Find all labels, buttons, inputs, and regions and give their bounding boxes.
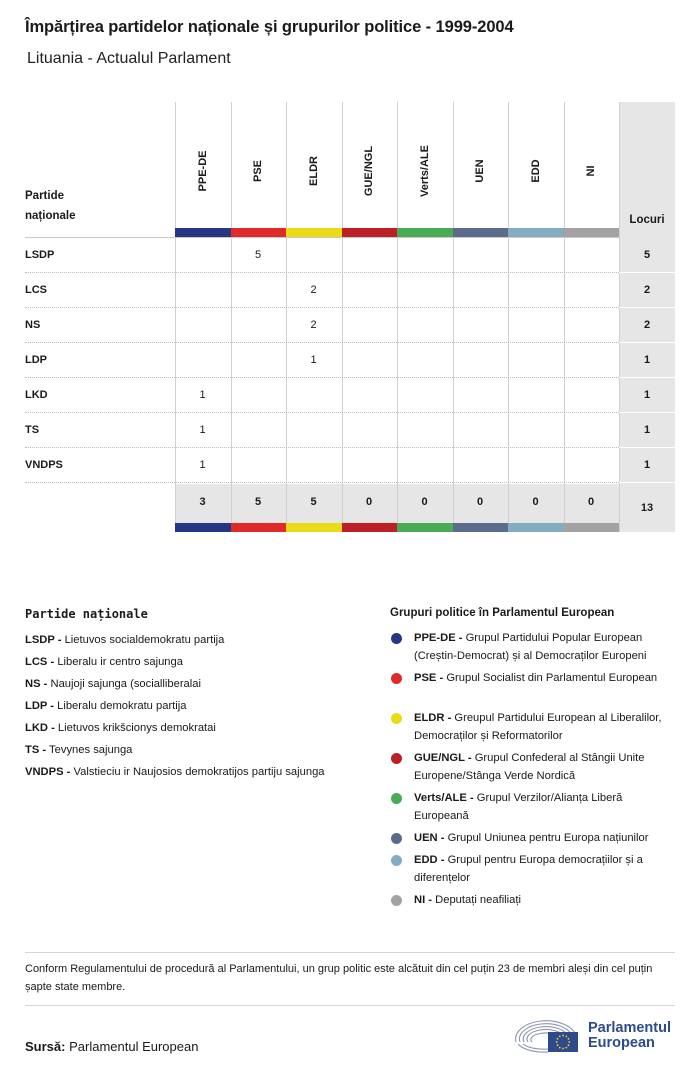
- cell-value: 1: [310, 354, 317, 366]
- row-total-ldp: 1: [643, 354, 651, 366]
- group-abbreviation: NI -: [414, 894, 433, 906]
- row-total-vndps: 1: [643, 459, 651, 471]
- group-full-name: Grupul pentru Europa democrațiilor și a diferențelor: [414, 854, 643, 884]
- column-header-edd: [508, 120, 563, 222]
- column-header-text: ELDR: [307, 156, 320, 186]
- party-abbreviation: LDP -: [25, 700, 55, 712]
- cell-value: 1: [199, 459, 206, 471]
- row-divider: [25, 342, 619, 343]
- row-label-ts: TS: [25, 424, 40, 436]
- group-color-dot: [391, 753, 402, 764]
- cell-value: 2: [310, 284, 317, 296]
- row-label-lcs: LCS: [25, 284, 47, 296]
- logo-line-1: Parlamentul: [588, 1020, 671, 1036]
- national-party-legend-item: [25, 629, 370, 651]
- national-parties-header: [25, 186, 75, 226]
- seat-distribution-table: [25, 102, 675, 534]
- color-bar-bottom-edd: [508, 523, 564, 532]
- source-value: Parlamentul European: [69, 1039, 199, 1054]
- column-total: 3: [199, 496, 206, 508]
- ep-hemicycle-eu-flag-icon: [514, 1014, 580, 1054]
- row-divider: [25, 307, 619, 308]
- column-total: 5: [310, 496, 317, 508]
- locuri-divider: [619, 377, 675, 378]
- row-total-ns: 2: [643, 319, 651, 331]
- color-bar-pse: [231, 228, 287, 237]
- political-group-legend-item: [390, 709, 680, 749]
- locuri-header: Locuri: [629, 214, 665, 226]
- column-header-text: EDD: [529, 159, 542, 183]
- group-color-dot: [391, 673, 402, 684]
- column-header-verts-ale: [397, 120, 452, 222]
- group-abbreviation: PSE -: [414, 672, 444, 684]
- party-abbreviation: LCS -: [25, 656, 55, 668]
- note-divider-top: [25, 952, 675, 953]
- group-full-name: Greupul Partidului European al Liberalilor, Democraților și Reformatorilor: [414, 712, 662, 742]
- column-header-text: UEN: [474, 159, 486, 183]
- footnote: Conform Regulamentului de procedură al Parlamentului, un grup politic este alcătuit din cel puțin 23 de membri aleși din cel puțin șapte state membre.: [25, 963, 653, 993]
- header-line-1: Partide: [25, 190, 64, 202]
- national-party-legend-item: [25, 651, 370, 673]
- header-divider: [25, 237, 619, 238]
- national-parties-legend: [25, 629, 370, 783]
- row-total-lsdp: 5: [643, 249, 651, 261]
- column-header-ni: [564, 120, 619, 222]
- row-total-lkd: 1: [643, 389, 651, 401]
- group-color-dot: [391, 633, 402, 644]
- party-abbreviation: VNDPS -: [25, 766, 71, 778]
- party-full-name: Liberalu ir centro sajunga: [54, 656, 183, 668]
- political-group-legend-item: [390, 789, 680, 829]
- column-total: 0: [587, 496, 595, 508]
- group-abbreviation: PPE-DE -: [414, 632, 463, 644]
- group-color-dot: [391, 855, 402, 866]
- color-bar-ni: [564, 228, 620, 237]
- note-divider-bottom: [25, 1005, 675, 1006]
- color-bar-bottom-pse: [231, 523, 287, 532]
- national-party-legend-item: [25, 695, 370, 717]
- column-total: 5: [254, 496, 262, 508]
- party-full-name: Lietuvos socialdemokratu partija: [61, 634, 225, 646]
- column-header-text: Verts/ALE: [418, 145, 431, 197]
- cell-value: 5: [254, 249, 262, 261]
- party-full-name: Valstieciu ir Naujosios demokratijos partiju sajunga: [70, 766, 325, 778]
- locuri-divider: [619, 482, 675, 483]
- page-title: Împărțirea partidelor naționale și grupurilor politice - 1999-2004: [25, 18, 514, 36]
- color-bar-bottom-eldr: [286, 523, 342, 532]
- party-full-name: Tevynes sajunga: [46, 744, 133, 756]
- column-total: 0: [532, 496, 539, 508]
- group-full-name: Grupul Socialist din Parlamentul European: [443, 672, 658, 684]
- group-abbreviation: Verts/ALE -: [414, 792, 474, 804]
- group-full-name: Grupul Uniunea pentru Europa națiunilor: [444, 832, 649, 844]
- color-bar-verts-ale: [397, 228, 453, 237]
- party-full-name: Naujoji sajunga (socialliberalai: [47, 678, 201, 690]
- column-header-ppe-de: [175, 120, 230, 222]
- locuri-divider: [619, 447, 675, 448]
- page-subtitle: Lituania - Actualul Parlament: [27, 50, 231, 67]
- column-total: 0: [365, 496, 373, 508]
- party-abbreviation: NS -: [25, 678, 48, 690]
- parliament-logo: [514, 1014, 679, 1058]
- column-header-text: PPE-DE: [196, 150, 209, 192]
- group-color-dot: [391, 895, 402, 906]
- political-groups-legend-title: Grupuri politice în Parlamentul European: [390, 607, 615, 619]
- political-group-legend-item: [390, 891, 680, 913]
- group-color-dot: [391, 793, 402, 804]
- source-line: [25, 1039, 198, 1054]
- party-abbreviation: LKD -: [25, 722, 55, 734]
- logo-line-2: European: [588, 1035, 655, 1051]
- color-bar-bottom-gue-ngl: [342, 523, 398, 532]
- column-header-text: NI: [585, 165, 597, 177]
- locuri-divider: [619, 342, 675, 343]
- color-bar-uen: [453, 228, 509, 237]
- party-full-name: Lietuvos krikšcionys demokratai: [54, 722, 216, 734]
- color-bar-eldr: [286, 228, 342, 237]
- national-parties-legend-title: Partide naționale: [25, 607, 148, 621]
- party-abbreviation: LSDP -: [25, 634, 62, 646]
- source-label: Sursă:: [25, 1039, 66, 1054]
- group-full-name: Grupul Partidului Popular European (Creștin-Democrat) și al Democraților Europeni: [414, 632, 647, 662]
- party-abbreviation: TS -: [25, 744, 47, 756]
- column-header-text: PSE: [252, 159, 264, 183]
- row-divider: [25, 412, 619, 413]
- color-bar-bottom-ppe-de: [175, 523, 231, 532]
- political-group-legend-item: [390, 851, 680, 891]
- cell-value: 2: [310, 319, 317, 331]
- national-party-legend-item: [25, 739, 370, 761]
- national-party-legend-item: [25, 717, 370, 739]
- row-divider: [25, 447, 619, 448]
- group-color-dot: [391, 833, 402, 844]
- group-full-name: Deputați neafiliați: [432, 894, 521, 906]
- color-bar-ppe-de: [175, 228, 231, 237]
- row-label-ldp: LDP: [25, 354, 47, 366]
- row-total-lcs: 2: [643, 284, 651, 296]
- color-bar-bottom-uen: [453, 523, 509, 532]
- locuri-divider: [619, 412, 675, 413]
- locuri-divider: [619, 307, 675, 308]
- locuri-divider: [619, 272, 675, 273]
- group-abbreviation: ELDR -: [414, 712, 452, 724]
- column-header-text: GUE/NGL: [363, 145, 375, 197]
- national-party-legend-item: [25, 761, 370, 783]
- group-full-name: Grupul Verzilor/Alianța Liberă Europeană: [414, 792, 623, 822]
- column-header-eldr: [286, 120, 341, 222]
- political-group-legend-item: [390, 669, 680, 709]
- group-full-name: Grupul Confederal al Stângii Unite Europene/Stânga Verde Nordică: [414, 752, 645, 782]
- column-header-uen: [453, 120, 508, 222]
- row-label-vndps: VNDPS: [25, 459, 63, 471]
- grand-total: 13: [640, 502, 654, 514]
- party-full-name: Liberalu demokratu partija: [54, 700, 187, 712]
- national-party-legend-item: [25, 673, 370, 695]
- group-abbreviation: GUE/NGL -: [414, 752, 472, 764]
- color-bar-bottom-ni: [564, 523, 620, 532]
- row-label-lsdp: LSDP: [25, 249, 55, 261]
- group-abbreviation: UEN -: [414, 832, 445, 844]
- column-header-pse: [231, 120, 286, 222]
- row-label-ns: NS: [25, 319, 41, 331]
- row-divider: [25, 482, 619, 483]
- row-total-ts: 1: [643, 424, 651, 436]
- column-total: 0: [421, 496, 428, 508]
- political-group-legend-item: [390, 829, 680, 851]
- political-groups-legend: [390, 629, 680, 913]
- color-bar-gue-ngl: [342, 228, 398, 237]
- group-color-dot: [391, 713, 402, 724]
- political-group-legend-item: [390, 629, 680, 669]
- row-divider: [25, 377, 619, 378]
- logo-text: [588, 1021, 671, 1051]
- political-group-legend-item: [390, 749, 680, 789]
- column-total: 0: [476, 496, 484, 508]
- column-header-gue-ngl: [342, 120, 397, 222]
- row-divider: [25, 272, 619, 273]
- cell-value: 1: [199, 424, 206, 436]
- group-abbreviation: EDD -: [414, 854, 445, 866]
- color-bar-edd: [508, 228, 564, 237]
- cell-value: 1: [199, 389, 206, 401]
- header-line-2: naționale: [25, 210, 76, 222]
- row-label-lkd: LKD: [25, 389, 48, 401]
- color-bar-bottom-verts-ale: [397, 523, 453, 532]
